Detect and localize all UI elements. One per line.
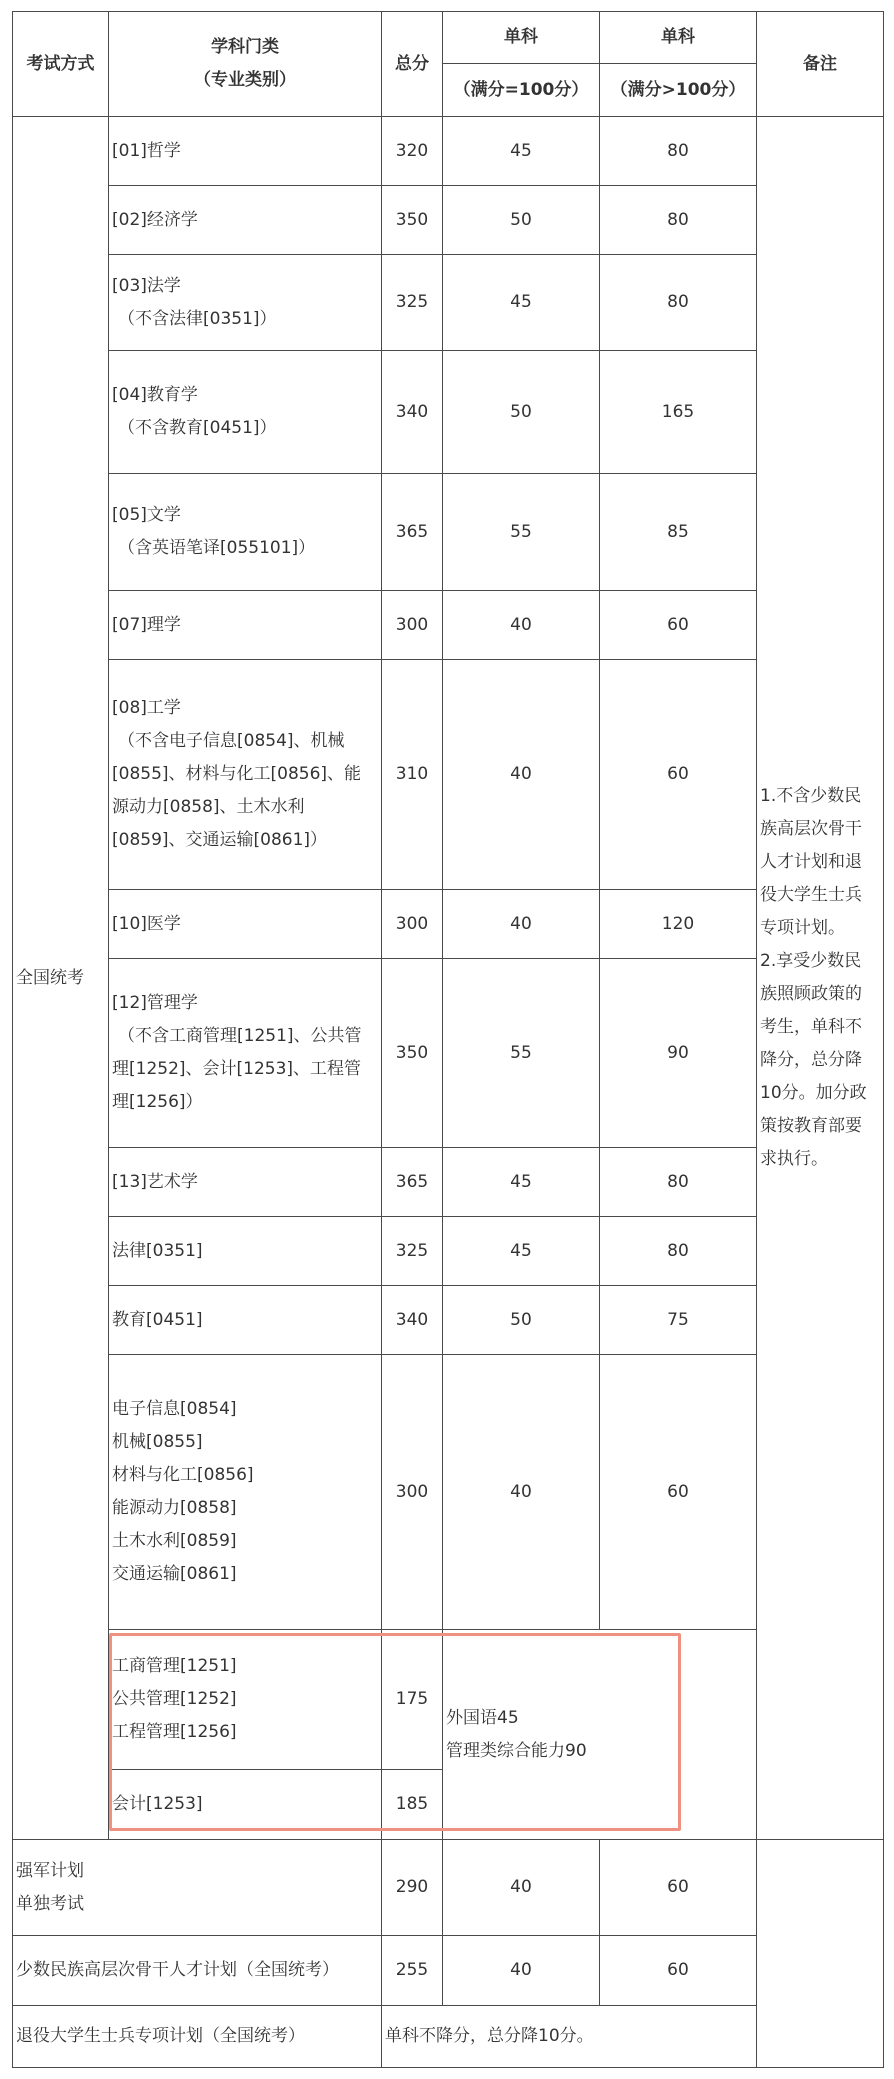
total-cell: 325 [382,255,443,351]
single2-cell: 60 [600,591,757,660]
single2-cell: 120 [600,890,757,959]
subject-cell: [02]经济学 [109,186,382,255]
total-cell: 325 [382,1217,443,1286]
total-cell: 300 [382,890,443,959]
subject-cell: [04]教育学 （不含教育[0451]） [109,351,382,474]
single1-cell-minority: 40 [443,1936,600,2006]
single2-cell: 60 [600,660,757,890]
single2-cell: 80 [600,186,757,255]
subject-cell-mgmt: 工商管理[1251] 公共管理[1252] 工程管理[1256] [109,1630,382,1770]
single2-cell: 85 [600,474,757,591]
method-national: 全国统考 [13,117,109,1840]
subject-cell: [10]医学 [109,890,382,959]
single2-cell-strong: 60 [600,1840,757,1936]
notes-cell-empty [757,1840,884,2068]
single1-cell: 40 [443,890,600,959]
single1-cell: 45 [443,1148,600,1217]
header-single1-sub: （满分=100分） [443,64,600,117]
single1-cell: 55 [443,959,600,1148]
single1-cell: 45 [443,117,600,186]
total-cell: 350 [382,959,443,1148]
total-cell: 340 [382,351,443,474]
header-subject-line2: （专业类别） [194,70,296,90]
single2-cell: 165 [600,351,757,474]
single2-cell: 80 [600,1148,757,1217]
single1-cell: 45 [443,1217,600,1286]
single2-cell: 75 [600,1286,757,1355]
subject-cell: 教育[0451] [109,1286,382,1355]
total-cell-acct: 185 [382,1770,443,1840]
subject-cell: [03]法学 （不含法律[0351]） [109,255,382,351]
subject-cell: [01]哲学 [109,117,382,186]
single2-cell: 80 [600,1217,757,1286]
total-cell-strong: 290 [382,1840,443,1936]
total-cell: 310 [382,660,443,890]
subject-cell: [07]理学 [109,591,382,660]
total-cell: 340 [382,1286,443,1355]
single1-cell: 50 [443,186,600,255]
mgmt-single-scores: 外国语45 管理类综合能力90 [443,1630,757,1840]
single1-cell: 40 [443,591,600,660]
single1-cell: 50 [443,1286,600,1355]
subject-cell: [12]管理学 （不含工商管理[1251]、公共管 理[1252]、会计[1253]、工程管 理[1256]） [109,959,382,1148]
subject-cell-acct: 会计[1253] [109,1770,382,1840]
single2-cell-minority: 60 [600,1936,757,2006]
total-cell-minority: 255 [382,1936,443,2006]
single1-cell: 50 [443,351,600,474]
score-table [12,11,884,2068]
single1-cell-strong: 40 [443,1840,600,1936]
header-note: 备注 [757,12,884,117]
subject-cell: [05]文学 （含英语笔译[055101]） [109,474,382,591]
total-cell: 365 [382,1148,443,1217]
veteran-plan-label: 退役大学生士兵专项计划（全国统考） [13,2006,382,2068]
single1-cell: 40 [443,660,600,890]
total-cell: 350 [382,186,443,255]
header-subject [109,12,382,117]
single2-cell: 90 [600,959,757,1148]
subject-cell: [13]艺术学 [109,1148,382,1217]
single2-cell: 80 [600,117,757,186]
notes-cell: 1.不含少数民 族高层次骨干 人才计划和退 役大学生士兵 专项计划。 2.享受少数民 族照顾政策的 考生，单科不 降分，总分降 10分。加分政 策按教育部要 求执行。 [757,117,884,1840]
single1-cell: 45 [443,255,600,351]
total-cell-mgmt: 175 [382,1630,443,1770]
single2-cell: 60 [600,1355,757,1630]
single1-cell: 55 [443,474,600,591]
veteran-plan-rule: 单科不降分，总分降10分。 [382,2006,757,2068]
header-single2-sub: （满分>100分） [600,64,757,117]
header-single2: 单科 [600,12,757,64]
minority-plan-label: 少数民族高层次骨干人才计划（全国统考） [13,1936,382,2006]
strong-plan-label: 强军计划 单独考试 [13,1840,382,1936]
subject-cell: [08]工学 （不含电子信息[0854]、机械 [0855]、材料与化工[0856]、能 源动力[0858]、土木水利 [0859]、交通运输[0861]） [109,660,382,890]
single2-cell: 80 [600,255,757,351]
header-total: 总分 [382,12,443,117]
subject-cell: 电子信息[0854] 机械[0855] 材料与化工[0856] 能源动力[0858] 土木水利[0859] 交通运输[0861] [109,1355,382,1630]
header-single1: 单科 [443,12,600,64]
header-subject-line1: 学科门类 [211,37,279,57]
single1-cell: 40 [443,1355,600,1630]
header-method: 考试方式 [13,12,109,117]
total-cell: 300 [382,591,443,660]
total-cell: 365 [382,474,443,591]
total-cell: 300 [382,1355,443,1630]
total-cell: 320 [382,117,443,186]
subject-cell: 法律[0351] [109,1217,382,1286]
